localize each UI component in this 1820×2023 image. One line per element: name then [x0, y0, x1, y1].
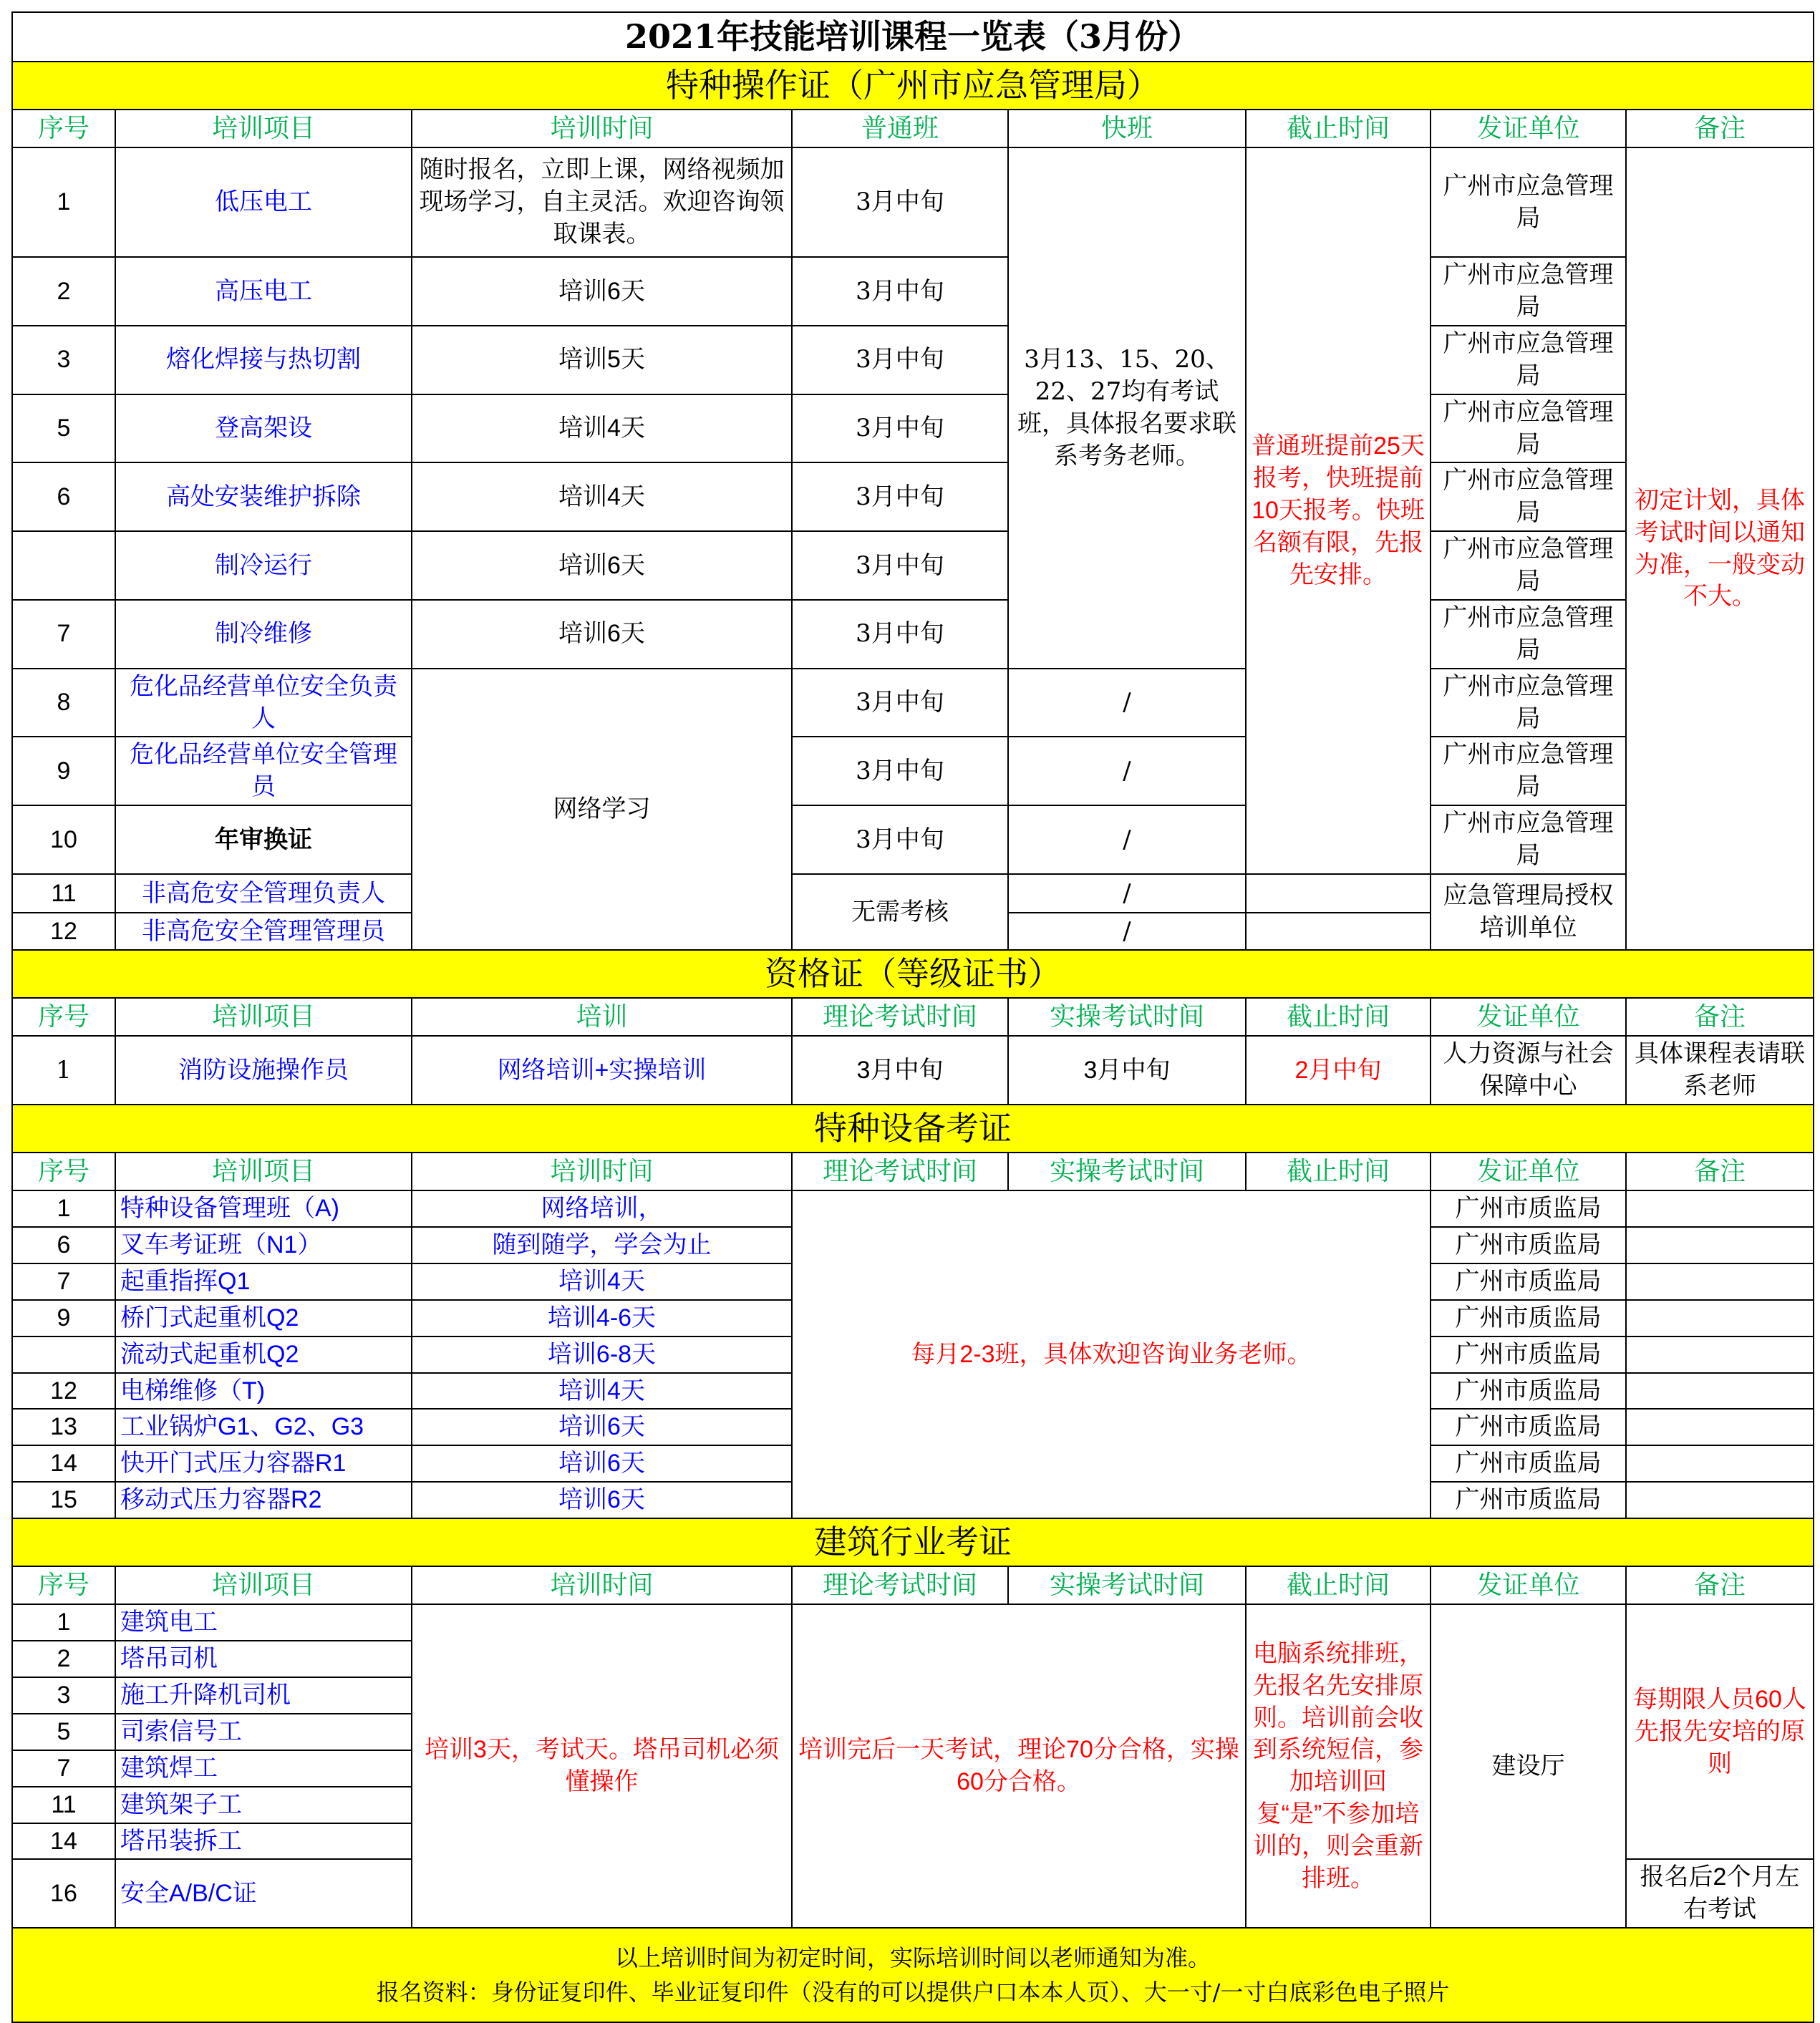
- col-header: 发证单位: [1431, 1566, 1626, 1605]
- col-header: 实操考试时间: [1008, 1566, 1246, 1605]
- remark-empty: [1626, 1482, 1814, 1518]
- issuer: 广州市应急管理局: [1431, 257, 1626, 326]
- fast-class-value: /: [1008, 874, 1246, 913]
- table-row: [12, 531, 1814, 600]
- remark-empty: [1626, 1409, 1814, 1445]
- course-item[interactable]: 危化品经营单位安全管理员: [115, 737, 412, 805]
- course-item[interactable]: 电梯维修（T): [115, 1373, 412, 1410]
- col-header: 截止时间: [1246, 998, 1431, 1037]
- deadline-note: 普通班提前25天报考，快班提前10天报考。快班名额有限，先报先安排。: [1246, 147, 1431, 874]
- col-header: 培训时间: [412, 1566, 792, 1605]
- course-item[interactable]: 移动式压力容器R2: [115, 1482, 412, 1518]
- regular-class-time: 3月中旬: [792, 462, 1008, 531]
- col-header: 截止时间: [1246, 1566, 1431, 1605]
- col-header: 理论考试时间: [792, 998, 1008, 1037]
- exam-schedule-note: 每月2-3班，具体欢迎咨询业务老师。: [792, 1190, 1431, 1518]
- course-item[interactable]: 登高架设: [115, 394, 412, 463]
- col-header: 备注: [1626, 998, 1814, 1037]
- row-number: 2: [12, 257, 115, 326]
- row-number: 5: [12, 1714, 115, 1750]
- col-header: 序号: [12, 1153, 115, 1191]
- row-number: 8: [12, 669, 115, 737]
- row-number: 12: [12, 913, 115, 950]
- training-time: 培训6天: [412, 531, 792, 600]
- row-number: 5: [12, 394, 115, 463]
- section-header-row: [12, 1566, 1814, 1605]
- training-note: 培训3天，考试天。塔吊司机必须懂操作: [412, 1604, 792, 1928]
- practice-exam-time: 3月中旬: [1008, 1036, 1246, 1105]
- row-number: 9: [12, 1300, 115, 1336]
- issuer: 广州市应急管理局: [1431, 805, 1626, 874]
- remark-empty: [1626, 1336, 1814, 1373]
- footer-line-1: 以上培训时间为初定时间，实际培训时间以老师通知为准。: [614, 1944, 1211, 1972]
- col-header: 普通班: [792, 110, 1008, 148]
- exam-note: 培训完后一天考试，理论70分合格，实操60分合格。: [792, 1604, 1246, 1928]
- col-header: 理论考试时间: [792, 1566, 1008, 1605]
- course-item[interactable]: 年审换证: [115, 805, 412, 874]
- row-number: 11: [12, 874, 115, 913]
- col-header: 实操考试时间: [1008, 1153, 1246, 1191]
- row-number: 1: [12, 1604, 115, 1641]
- row-number: 14: [12, 1445, 115, 1482]
- regular-class-time: 3月中旬: [792, 805, 1008, 874]
- section-title-construction: 建筑行业考证: [12, 1518, 1814, 1566]
- course-item[interactable]: 叉车考证班（N1）: [115, 1227, 412, 1263]
- col-header: 培训时间: [412, 110, 792, 148]
- issuer: 广州市质监局: [1431, 1409, 1626, 1445]
- col-header: 发证单位: [1431, 998, 1626, 1037]
- course-item[interactable]: 起重指挥Q1: [115, 1263, 412, 1300]
- col-header: 培训项目: [115, 998, 412, 1037]
- deadline: 2月中旬: [1246, 1036, 1431, 1105]
- row-number: 7: [12, 600, 115, 669]
- row-number: 15: [12, 1482, 115, 1518]
- remark-empty: [1626, 1263, 1814, 1300]
- table-row: [12, 600, 1814, 669]
- col-header: 截止时间: [1246, 1153, 1431, 1191]
- training-time: 培训6天: [412, 1445, 792, 1482]
- issuer: 广州市质监局: [1431, 1482, 1626, 1518]
- remark-empty: [1626, 1227, 1814, 1263]
- issuer: 人力资源与社会保障中心: [1431, 1036, 1626, 1105]
- fast-class-value: /: [1008, 805, 1246, 874]
- training-time: 培训6天: [412, 600, 792, 669]
- issuer: 广州市应急管理局: [1431, 669, 1626, 737]
- deadline-empty: [1246, 913, 1431, 950]
- row-number: 14: [12, 1823, 115, 1860]
- table-row: [12, 669, 1814, 737]
- training-time: 网络培训，: [412, 1190, 792, 1227]
- remark-note: 初定计划，具体考试时间以通知为准，一般变动不大。: [1626, 147, 1814, 950]
- col-header: 备注: [1626, 1566, 1814, 1605]
- table-row: [12, 1036, 1814, 1105]
- issuer: 广州市质监局: [1431, 1300, 1626, 1336]
- regular-class-time: 3月中旬: [792, 600, 1008, 669]
- course-item[interactable]: 塔吊司机: [115, 1641, 412, 1677]
- training-time: 培训4天: [412, 1263, 792, 1300]
- training-mode: 网络培训+实操培训: [412, 1036, 792, 1105]
- row-number: 10: [12, 805, 115, 874]
- row-number: 13: [12, 1409, 115, 1445]
- issuer: 广州市质监局: [1431, 1373, 1626, 1410]
- course-item[interactable]: 建筑电工: [115, 1604, 412, 1641]
- issuer: 建设厅: [1431, 1604, 1626, 1928]
- course-item[interactable]: 非高危安全管理管理员: [115, 913, 412, 950]
- page-title: 2021年技能培训课程一览表（3月份）: [12, 12, 1814, 62]
- table-row: [12, 874, 1814, 913]
- issuer: 广州市质监局: [1431, 1263, 1626, 1300]
- col-header: 理论考试时间: [792, 1153, 1008, 1191]
- remark-empty: [1626, 1373, 1814, 1410]
- table-row: [12, 737, 1814, 805]
- issuer: 广州市应急管理局: [1431, 147, 1626, 257]
- col-header: 发证单位: [1431, 110, 1626, 148]
- training-time: 随时报名，立即上课，网络视频加现场学习，自主灵活。欢迎咨询领取课表。: [412, 147, 792, 257]
- col-header: 快班: [1008, 110, 1246, 148]
- fast-class-value: /: [1008, 669, 1246, 737]
- deadline-note: 电脑系统排班，先报名先安排原则。培训前会收到系统短信，参加培训回复“是”不参加培训的，则会重新排班。: [1246, 1604, 1431, 1928]
- row-number: 16: [12, 1859, 115, 1928]
- regular-class-time: 3月中旬: [792, 257, 1008, 326]
- fast-class-value: /: [1008, 737, 1246, 805]
- course-item[interactable]: 施工升降机司机: [115, 1677, 412, 1714]
- section-title-special-equipment: 特种设备考证: [12, 1105, 1814, 1153]
- course-item[interactable]: 高压电工: [115, 257, 412, 326]
- training-time: 培训6天: [412, 1409, 792, 1445]
- course-item[interactable]: 危化品经营单位安全负责人: [115, 669, 412, 737]
- course-item[interactable]: 司索信号工: [115, 1714, 412, 1750]
- table-row: [12, 1604, 1814, 1641]
- section-header-row: [12, 998, 1814, 1037]
- course-item[interactable]: 特种设备管理班（A): [115, 1190, 412, 1227]
- table-row: [12, 326, 1814, 394]
- issuer: 广州市质监局: [1431, 1227, 1626, 1263]
- col-header: 截止时间: [1246, 110, 1431, 148]
- issuer: 广州市质监局: [1431, 1445, 1626, 1482]
- issuer: 广州市应急管理局: [1431, 737, 1626, 805]
- remark-quota: 每期限人员60人先报先安培的原则: [1626, 1604, 1814, 1859]
- issuer: 广州市质监局: [1431, 1336, 1626, 1373]
- row-number: 12: [12, 1373, 115, 1410]
- section-header-row: [12, 1153, 1814, 1191]
- row-number: 1: [12, 1036, 115, 1105]
- col-header: 培训: [412, 998, 792, 1037]
- issuer: 广州市应急管理局: [1431, 462, 1626, 531]
- regular-class-time: 3月中旬: [792, 669, 1008, 737]
- course-item[interactable]: 高处安装维护拆除: [115, 462, 412, 531]
- row-number: 1: [12, 1190, 115, 1227]
- row-number: 9: [12, 737, 115, 805]
- regular-class-time: 3月中旬: [792, 394, 1008, 463]
- col-header: 培训项目: [115, 1153, 412, 1191]
- col-header: 培训时间: [412, 1153, 792, 1191]
- table-row: [12, 1190, 1814, 1227]
- row-number: 1: [12, 147, 115, 257]
- col-header: 备注: [1626, 1153, 1814, 1191]
- remark-exam-wait: 报名后2个月左右考试: [1626, 1859, 1814, 1928]
- remark-empty: [1626, 1300, 1814, 1336]
- table-row: [12, 257, 1814, 326]
- course-item[interactable]: 建筑架子工: [115, 1787, 412, 1823]
- footer-notes: [12, 1928, 1814, 2022]
- course-item[interactable]: 桥门式起重机Q2: [115, 1300, 412, 1336]
- course-item[interactable]: 制冷运行: [115, 531, 412, 600]
- regular-class-time: 3月中旬: [792, 531, 1008, 600]
- deadline-empty: [1246, 874, 1431, 913]
- row-number: 3: [12, 1677, 115, 1714]
- course-item[interactable]: 建筑焊工: [115, 1750, 412, 1787]
- col-header: 培训项目: [115, 110, 412, 148]
- row-number: [12, 1336, 115, 1373]
- regular-class-time: 3月中旬: [792, 737, 1008, 805]
- course-item[interactable]: 消防设施操作员: [115, 1036, 412, 1105]
- course-item[interactable]: 非高危安全管理负责人: [115, 874, 412, 913]
- remark: 具体课程表请联系老师: [1626, 1036, 1814, 1105]
- training-time: 培训4-6天: [412, 1300, 792, 1336]
- section-title-special-operation: 特种操作证（广州市应急管理局）: [12, 62, 1814, 110]
- col-header: 发证单位: [1431, 1153, 1626, 1191]
- issuer: 广州市应急管理局: [1431, 600, 1626, 669]
- training-time: 培训6-8天: [412, 1336, 792, 1373]
- table-row: [12, 462, 1814, 531]
- footer-line-2: 报名资料：身份证复印件、毕业证复印件（没有的可以提供户口本本人页）、大一寸/一寸白底彩色电子照片: [376, 1979, 1450, 2007]
- table-row: [12, 147, 1814, 257]
- table-row: [12, 805, 1814, 874]
- course-item[interactable]: 流动式起重机Q2: [115, 1336, 412, 1373]
- course-schedule-table: [11, 11, 1814, 2023]
- issuer: 广州市质监局: [1431, 1190, 1626, 1227]
- issuer: 应急管理局授权培训单位: [1431, 874, 1626, 950]
- col-header: 实操考试时间: [1008, 998, 1246, 1037]
- row-number: 2: [12, 1641, 115, 1677]
- col-header: 序号: [12, 998, 115, 1037]
- online-learning: 网络学习: [412, 669, 792, 950]
- col-header: 备注: [1626, 110, 1814, 148]
- theory-exam-time: 3月中旬: [792, 1036, 1008, 1105]
- no-exam-needed: 无需考核: [792, 874, 1008, 950]
- course-item[interactable]: 塔吊装拆工: [115, 1823, 412, 1860]
- training-time: 培训6天: [412, 257, 792, 326]
- row-number: 6: [12, 462, 115, 531]
- table-row: [12, 394, 1814, 463]
- regular-class-time: 3月中旬: [792, 326, 1008, 394]
- regular-class-time: 3月中旬: [792, 147, 1008, 257]
- training-time: 培训4天: [412, 462, 792, 531]
- training-time: 培训5天: [412, 326, 792, 394]
- issuer: 广州市应急管理局: [1431, 394, 1626, 463]
- course-item[interactable]: 低压电工: [115, 147, 412, 257]
- col-header: 序号: [12, 110, 115, 148]
- row-number: 3: [12, 326, 115, 394]
- col-header: 序号: [12, 1566, 115, 1605]
- row-number: 7: [12, 1750, 115, 1787]
- training-time: 培训4天: [412, 394, 792, 463]
- remark-empty: [1626, 1190, 1814, 1227]
- section-header-row: [12, 110, 1814, 148]
- issuer: 广州市应急管理局: [1431, 531, 1626, 600]
- row-number: 11: [12, 1787, 115, 1823]
- course-item[interactable]: 安全A/B/C证: [115, 1859, 412, 1928]
- row-number: [12, 531, 115, 600]
- training-time: 培训4天: [412, 1373, 792, 1410]
- col-header: 培训项目: [115, 1566, 412, 1605]
- fast-class-note: 3月13、15、20、22、27均有考试班，具体报名要求联系考务老师。: [1008, 147, 1246, 669]
- fast-class-value: /: [1008, 913, 1246, 950]
- course-item[interactable]: 制冷维修: [115, 600, 412, 669]
- course-item[interactable]: 快开门式压力容器R1: [115, 1445, 412, 1482]
- training-time: 培训6天: [412, 1482, 792, 1518]
- row-number: 7: [12, 1263, 115, 1300]
- row-number: 6: [12, 1227, 115, 1263]
- course-item[interactable]: 工业锅炉G1、G2、G3: [115, 1409, 412, 1445]
- section-title-qualification: 资格证（等级证书）: [12, 950, 1814, 998]
- course-item[interactable]: 熔化焊接与热切割: [115, 326, 412, 394]
- issuer: 广州市应急管理局: [1431, 326, 1626, 394]
- remark-empty: [1626, 1445, 1814, 1482]
- training-time: 随到随学，学会为止: [412, 1227, 792, 1263]
